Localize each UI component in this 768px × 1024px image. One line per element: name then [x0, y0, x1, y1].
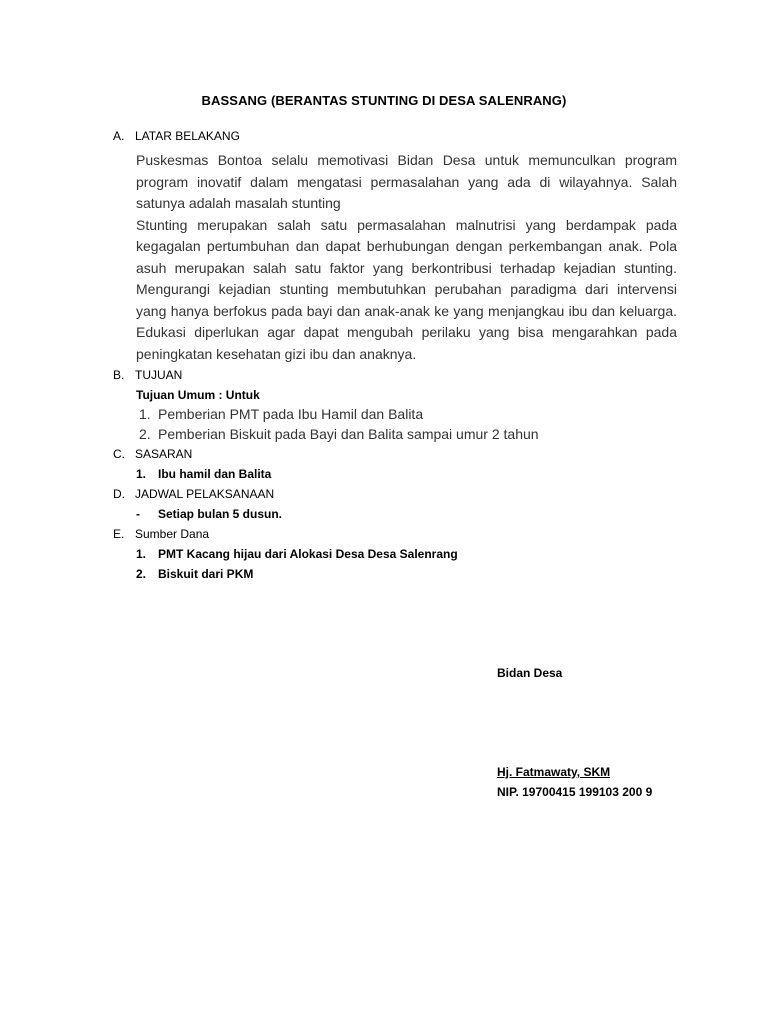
section-title: JADWAL PELAKSANAAN	[135, 487, 275, 501]
list-number: 1.	[136, 467, 147, 481]
document-title: BASSANG (BERANTAS STUNTING DI DESA SALENRANG)	[201, 93, 567, 108]
section-b-heading	[113, 368, 182, 382]
list-text: PMT Kacang hijau dari Alokasi Desa Desa Salenrang	[158, 547, 458, 561]
section-title: TUJUAN	[135, 368, 183, 382]
section-letter: E.	[113, 527, 125, 541]
background-text	[136, 150, 677, 365]
list-number: 1.	[139, 406, 151, 422]
objective-subheading: Tujuan Umum : Untuk	[136, 388, 260, 402]
list-item	[136, 547, 458, 561]
signature-nip: NIP. 19700415 199103 200 9	[497, 785, 653, 799]
list-text: Setiap bulan 5 dusun.	[158, 507, 283, 521]
list-item	[139, 406, 423, 422]
list-item	[136, 507, 282, 521]
list-text: Pemberian PMT pada Ibu Hamil dan Balita	[158, 406, 424, 422]
list-item	[139, 426, 539, 442]
signature-role: Bidan Desa	[497, 666, 563, 680]
list-item	[136, 467, 271, 481]
background-paragraph-1: Puskesmas Bontoa selalu memotivasi Bidan Desa untuk memunculkan program program inovatif dalam mengatasi permasalahan yang ada di wilayahnya. Salah satunya adalah masalah stunting	[136, 152, 677, 211]
section-letter: D.	[113, 487, 125, 501]
section-title: SASARAN	[135, 447, 193, 461]
list-number: 1.	[136, 547, 147, 561]
signature-name: Hj. Fatmawaty, SKM	[497, 765, 611, 779]
section-title: LATAR BELAKANG	[135, 129, 240, 143]
section-title: Sumber Dana	[135, 527, 210, 541]
section-letter: A.	[113, 129, 125, 143]
list-number: 2.	[139, 426, 151, 442]
list-text: Ibu hamil dan Balita	[158, 467, 272, 481]
list-item	[136, 567, 253, 581]
list-text: Pemberian Biskuit pada Bayi dan Balita sampai umur 2 tahun	[158, 426, 539, 442]
list-number: 2.	[136, 567, 147, 581]
background-paragraph-2: Stunting merupakan salah satu permasalahan malnutrisi yang berdampak pada kegagalan pertumbuhan dan dapat berhubungan dengan perkembangan anak. Pola asuh merupakan salah satu faktor yang berkontribusi terhadap kejadian stunting. Mengurangi kejadian stunting membutuhkan perubahan paradigma dari intervensi yang hanya berfokus pada bayi dan anak-anak ke yang menjangkau ibu dan keluarga. Edukasi diperlukan agar dapat mengubah perilaku yang bisa mengarahkan pada peningkatan kesehatan gizi ibu dan anaknya.	[136, 216, 677, 362]
section-c-heading	[113, 447, 192, 461]
section-d-heading	[113, 487, 274, 501]
section-letter: B.	[113, 368, 125, 382]
section-e-heading	[113, 527, 209, 541]
list-number: -	[136, 507, 140, 521]
section-a-heading	[113, 129, 240, 143]
section-letter: C.	[113, 447, 125, 461]
list-text: Biskuit dari PKM	[158, 567, 254, 581]
